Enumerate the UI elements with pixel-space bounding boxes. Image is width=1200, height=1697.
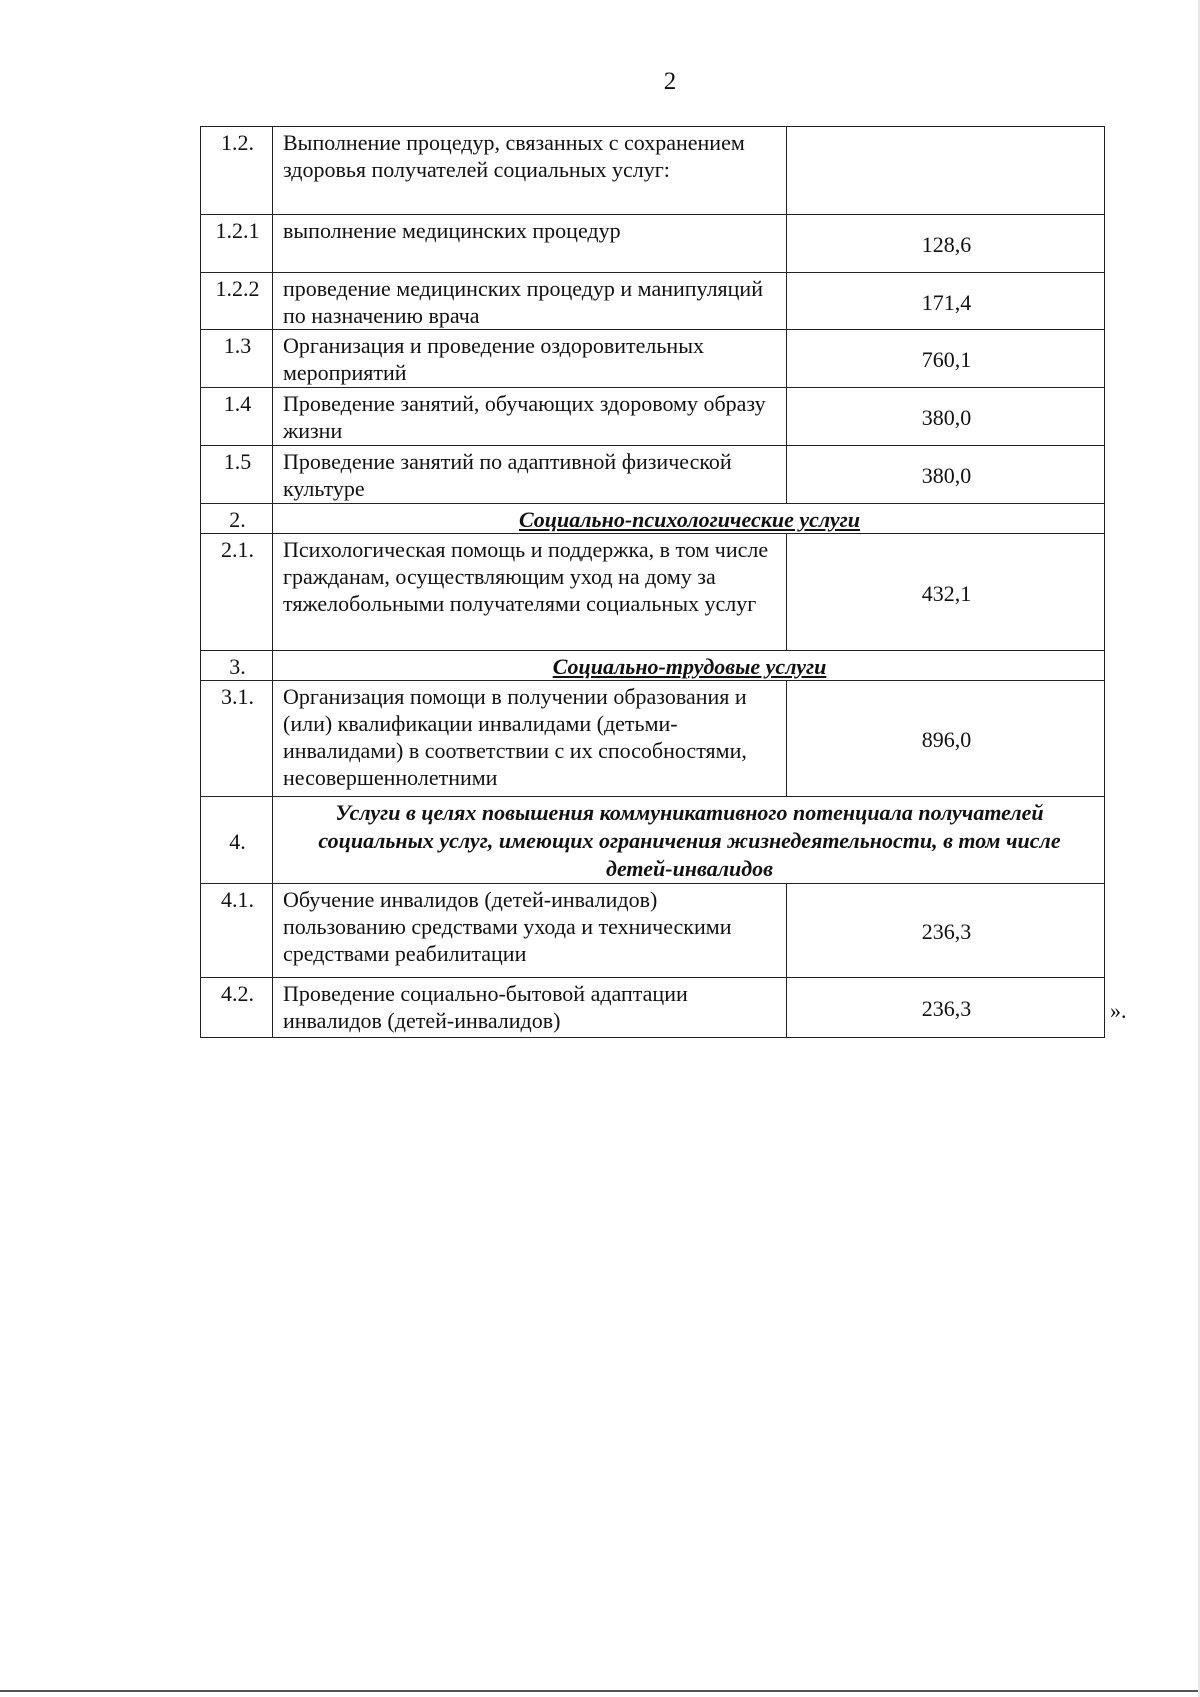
service-price: 236,3: [787, 978, 1105, 1038]
service-price: 896,0: [787, 681, 1105, 797]
service-name: Организация и проведение оздоровительных мероприятий: [273, 330, 787, 388]
service-name: Проведение занятий по адаптивной физической культуре: [273, 446, 787, 504]
service-name: Психологическая помощь и поддержка, в том числе гражданам, осуществляющим уход на дому за тяжелобольными получателями социальных услуг: [273, 534, 787, 651]
service-price: 380,0: [787, 446, 1105, 504]
service-price: 760,1: [787, 330, 1105, 388]
services-price-table: [200, 126, 1105, 1038]
page-number: 2: [663, 68, 677, 95]
row-number: 3.1.: [201, 681, 273, 797]
service-price: 380,0: [787, 388, 1105, 446]
service-name: Проведение занятий, обучающих здоровому образу жизни: [273, 388, 787, 446]
table-row: [201, 273, 1105, 330]
row-number: 4.1.: [201, 884, 273, 978]
row-number: 4.2.: [201, 978, 273, 1038]
table-row: [201, 534, 1105, 651]
table-row: [201, 681, 1105, 797]
section-row: [201, 504, 1105, 534]
service-name: выполнение медицинских процедур: [273, 215, 787, 273]
section-title: Социально-психологические услуги: [273, 504, 1105, 534]
closing-quote: ».: [1110, 998, 1127, 1023]
section-number: 4.: [201, 797, 273, 884]
section-number: 3.: [201, 651, 273, 681]
service-name: Организация помощи в получении образования и (или) квалификации инвалидами (детьми-инвалидами) в соответствии с их способностями, несовершеннолетними: [273, 681, 787, 797]
service-price: 128,6: [787, 215, 1105, 273]
table-row: [201, 127, 1105, 215]
row-number: 1.2.1: [201, 215, 273, 273]
section-row: [201, 651, 1105, 681]
row-number: 1.3: [201, 330, 273, 388]
service-price: [787, 127, 1105, 215]
service-price: 432,1: [787, 534, 1105, 651]
row-number: 1.5: [201, 446, 273, 504]
table-row: [201, 388, 1105, 446]
row-number: 1.4: [201, 388, 273, 446]
section-number: 2.: [201, 504, 273, 534]
section-row: [201, 797, 1105, 884]
row-number: 1.2.: [201, 127, 273, 215]
table-row: [201, 446, 1105, 504]
table-row: [201, 978, 1105, 1038]
row-number: 2.1.: [201, 534, 273, 651]
section-title: Социально-трудовые услуги: [273, 651, 1105, 681]
row-number: 1.2.2: [201, 273, 273, 330]
table-row: [201, 330, 1105, 388]
scan-bottom-rule: [0, 1690, 1200, 1692]
service-name: проведение медицинских процедур и манипуляций по назначению врача: [273, 273, 787, 330]
service-price: 236,3: [787, 884, 1105, 978]
section-title: Услуги в целях повышения коммуникативного потенциала получателей социальных услуг, имеющих ограничения жизнедеятельности, в том числе детей-инвалидов: [273, 797, 1105, 884]
table-row: [201, 884, 1105, 978]
service-name: Обучение инвалидов (детей-инвалидов) пользованию средствами ухода и техническими средствами реабилитации: [273, 884, 787, 978]
service-price: 171,4: [787, 273, 1105, 330]
table-row: [201, 215, 1105, 273]
service-name: Выполнение процедур, связанных с сохранением здоровья получателей социальных услуг:: [273, 127, 787, 215]
service-name: Проведение социально-бытовой адаптации инвалидов (детей-инвалидов): [273, 978, 787, 1038]
